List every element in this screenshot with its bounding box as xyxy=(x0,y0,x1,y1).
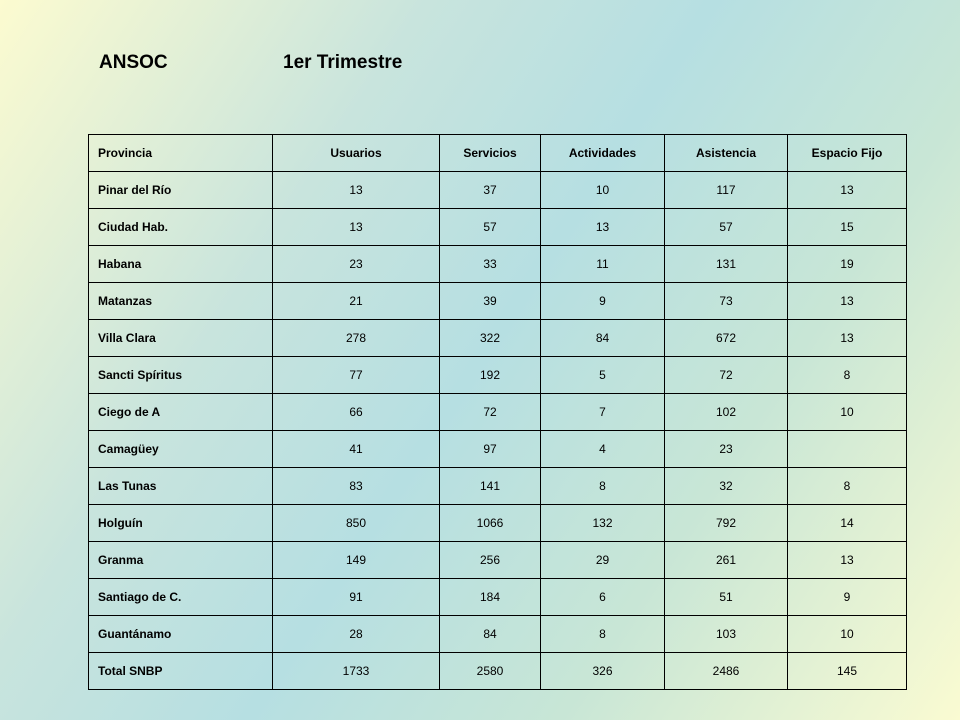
cell-espacio-fijo: 145 xyxy=(788,653,907,690)
cell-asistencia: 261 xyxy=(665,542,788,579)
table-row xyxy=(89,468,907,505)
cell-usuarios: 77 xyxy=(273,357,440,394)
cell-servicios: 2580 xyxy=(440,653,541,690)
cell-asistencia: 72 xyxy=(665,357,788,394)
cell-actividades: 4 xyxy=(541,431,665,468)
cell-espacio-fijo xyxy=(788,431,907,468)
cell-provincia: Pinar del Río xyxy=(89,172,273,209)
cell-servicios: 141 xyxy=(440,468,541,505)
cell-usuarios: 83 xyxy=(273,468,440,505)
total-row xyxy=(89,653,907,690)
cell-actividades: 9 xyxy=(541,283,665,320)
cell-usuarios: 91 xyxy=(273,579,440,616)
cell-servicios: 322 xyxy=(440,320,541,357)
cell-provincia: Las Tunas xyxy=(89,468,273,505)
cell-asistencia: 103 xyxy=(665,616,788,653)
cell-asistencia: 57 xyxy=(665,209,788,246)
cell-asistencia: 672 xyxy=(665,320,788,357)
cell-usuarios: 41 xyxy=(273,431,440,468)
cell-servicios: 256 xyxy=(440,542,541,579)
table-row xyxy=(89,246,907,283)
cell-provincia: Guantánamo xyxy=(89,616,273,653)
cell-servicios: 57 xyxy=(440,209,541,246)
cell-espacio-fijo: 19 xyxy=(788,246,907,283)
cell-actividades: 326 xyxy=(541,653,665,690)
cell-servicios: 84 xyxy=(440,616,541,653)
col-header-espacio-fijo: Espacio Fijo xyxy=(788,135,907,172)
cell-usuarios: 28 xyxy=(273,616,440,653)
cell-espacio-fijo: 8 xyxy=(788,357,907,394)
cell-servicios: 192 xyxy=(440,357,541,394)
cell-usuarios: 23 xyxy=(273,246,440,283)
cell-servicios: 72 xyxy=(440,394,541,431)
cell-servicios: 97 xyxy=(440,431,541,468)
cell-actividades: 132 xyxy=(541,505,665,542)
table-row xyxy=(89,542,907,579)
cell-servicios: 1066 xyxy=(440,505,541,542)
cell-servicios: 184 xyxy=(440,579,541,616)
col-header-provincia: Provincia xyxy=(89,135,273,172)
table-row xyxy=(89,357,907,394)
title-period: 1er Trimestre xyxy=(283,52,403,73)
cell-asistencia: 51 xyxy=(665,579,788,616)
cell-asistencia: 73 xyxy=(665,283,788,320)
cell-usuarios: 1733 xyxy=(273,653,440,690)
cell-actividades: 7 xyxy=(541,394,665,431)
cell-provincia: Santiago de C. xyxy=(89,579,273,616)
cell-provincia: Total SNBP xyxy=(89,653,273,690)
cell-usuarios: 13 xyxy=(273,172,440,209)
cell-espacio-fijo: 8 xyxy=(788,468,907,505)
cell-asistencia: 102 xyxy=(665,394,788,431)
cell-servicios: 39 xyxy=(440,283,541,320)
cell-espacio-fijo: 13 xyxy=(788,172,907,209)
table-row xyxy=(89,283,907,320)
cell-asistencia: 131 xyxy=(665,246,788,283)
data-table xyxy=(88,134,907,690)
cell-provincia: Habana xyxy=(89,246,273,283)
cell-provincia: Matanzas xyxy=(89,283,273,320)
cell-espacio-fijo: 15 xyxy=(788,209,907,246)
table-row xyxy=(89,320,907,357)
cell-usuarios: 66 xyxy=(273,394,440,431)
cell-provincia: Holguín xyxy=(89,505,273,542)
cell-usuarios: 21 xyxy=(273,283,440,320)
cell-actividades: 29 xyxy=(541,542,665,579)
col-header-actividades: Actividades xyxy=(541,135,665,172)
col-header-usuarios: Usuarios xyxy=(273,135,440,172)
cell-asistencia: 117 xyxy=(665,172,788,209)
cell-asistencia: 2486 xyxy=(665,653,788,690)
cell-servicios: 33 xyxy=(440,246,541,283)
cell-usuarios: 278 xyxy=(273,320,440,357)
table-row xyxy=(89,209,907,246)
table-row xyxy=(89,172,907,209)
cell-provincia: Villa Clara xyxy=(89,320,273,357)
cell-actividades: 6 xyxy=(541,579,665,616)
table-row xyxy=(89,579,907,616)
cell-espacio-fijo: 10 xyxy=(788,394,907,431)
cell-actividades: 8 xyxy=(541,468,665,505)
cell-provincia: Granma xyxy=(89,542,273,579)
col-header-servicios: Servicios xyxy=(440,135,541,172)
cell-espacio-fijo: 9 xyxy=(788,579,907,616)
cell-actividades: 10 xyxy=(541,172,665,209)
cell-usuarios: 13 xyxy=(273,209,440,246)
cell-usuarios: 850 xyxy=(273,505,440,542)
cell-asistencia: 23 xyxy=(665,431,788,468)
cell-provincia: Ciudad Hab. xyxy=(89,209,273,246)
cell-actividades: 5 xyxy=(541,357,665,394)
cell-provincia: Camagüey xyxy=(89,431,273,468)
cell-actividades: 84 xyxy=(541,320,665,357)
cell-servicios: 37 xyxy=(440,172,541,209)
cell-actividades: 11 xyxy=(541,246,665,283)
col-header-asistencia: Asistencia xyxy=(665,135,788,172)
cell-usuarios: 149 xyxy=(273,542,440,579)
cell-espacio-fijo: 13 xyxy=(788,542,907,579)
header-row xyxy=(89,135,907,172)
table-row xyxy=(89,394,907,431)
cell-asistencia: 32 xyxy=(665,468,788,505)
cell-espacio-fijo: 10 xyxy=(788,616,907,653)
table-row xyxy=(89,616,907,653)
title-org: ANSOC xyxy=(99,52,168,73)
cell-espacio-fijo: 13 xyxy=(788,320,907,357)
cell-asistencia: 792 xyxy=(665,505,788,542)
cell-provincia: Ciego de A xyxy=(89,394,273,431)
cell-provincia: Sancti Spíritus xyxy=(89,357,273,394)
table-row xyxy=(89,431,907,468)
cell-actividades: 8 xyxy=(541,616,665,653)
table-row xyxy=(89,505,907,542)
cell-espacio-fijo: 14 xyxy=(788,505,907,542)
cell-actividades: 13 xyxy=(541,209,665,246)
cell-espacio-fijo: 13 xyxy=(788,283,907,320)
